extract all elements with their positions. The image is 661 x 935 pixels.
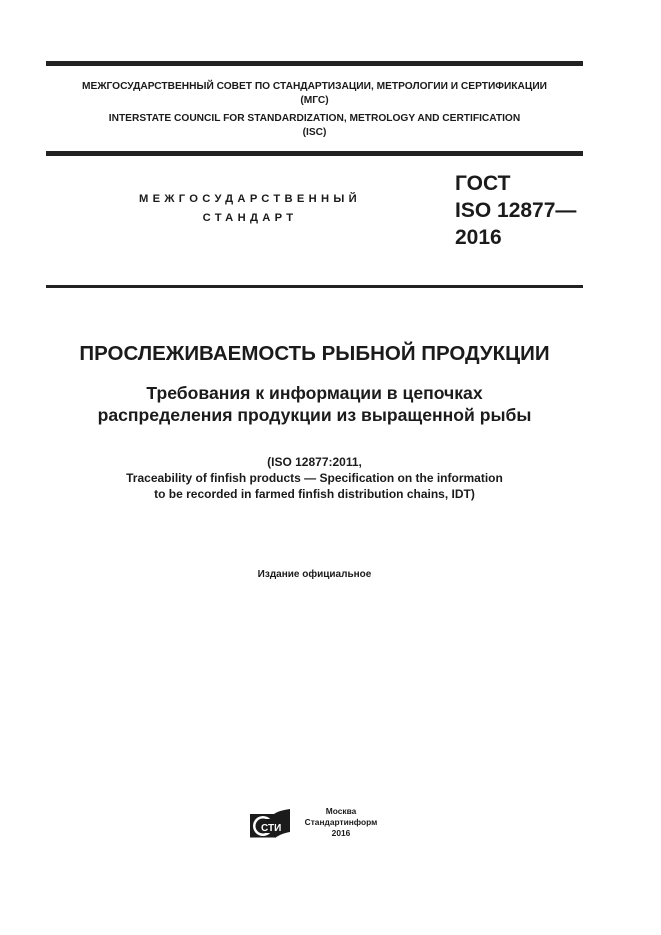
document-subtitle-line2: распределения продукции из выращенной рыбы — [97, 405, 532, 425]
top-rule — [46, 61, 583, 66]
designation-line-year: 2016 — [455, 226, 502, 249]
council-name-ru: МЕЖГОСУДАРСТВЕННЫЙ СОВЕТ ПО СТАНДАРТИЗАЦИИ, МЕТРОЛОГИИ И СЕРТИФИКАЦИИ — [82, 81, 547, 92]
publisher-year: 2016 — [331, 828, 351, 838]
council-abbr-en: (ISC) — [302, 127, 327, 138]
publisher-block — [248, 806, 398, 842]
document-title: ПРОСЛЕЖИВАЕМОСТЬ РЫБНОЙ ПРОДУКЦИИ — [79, 342, 550, 365]
standard-type-line2: СТАНДАРТ — [202, 212, 298, 224]
standartinform-logo-icon — [248, 808, 292, 840]
header-bottom-rule — [46, 151, 583, 156]
designation-bottom-rule — [46, 285, 583, 288]
council-abbr-ru: (МГС) — [300, 95, 329, 106]
iso-reference-line3: to be recorded in farmed finfish distribution chains, IDT) — [154, 487, 475, 501]
iso-reference-line2: Traceability of finfish products — Specification on the information — [126, 471, 503, 485]
publisher-city: Москва — [325, 806, 357, 816]
designation-line-number: ISO 12877— — [455, 199, 577, 222]
council-name-en: INTERSTATE COUNCIL FOR STANDARDIZATION, METROLOGY AND CERTIFICATION — [108, 113, 521, 124]
publisher-text — [298, 806, 384, 839]
svg-text:СТИ: СТИ — [261, 823, 282, 834]
publisher-name: Стандартинформ — [304, 817, 378, 827]
designation-line-gost: ГОСТ — [455, 172, 511, 195]
document-subtitle-line1: Требования к информации в цепочках — [146, 383, 483, 403]
standard-type-line1: МЕЖГОСУДАРСТВЕННЫЙ — [138, 193, 362, 205]
iso-reference-line1: (ISO 12877:2011, — [267, 455, 362, 469]
standard-designation — [455, 170, 576, 251]
edition-label: Издание официальное — [257, 569, 372, 580]
